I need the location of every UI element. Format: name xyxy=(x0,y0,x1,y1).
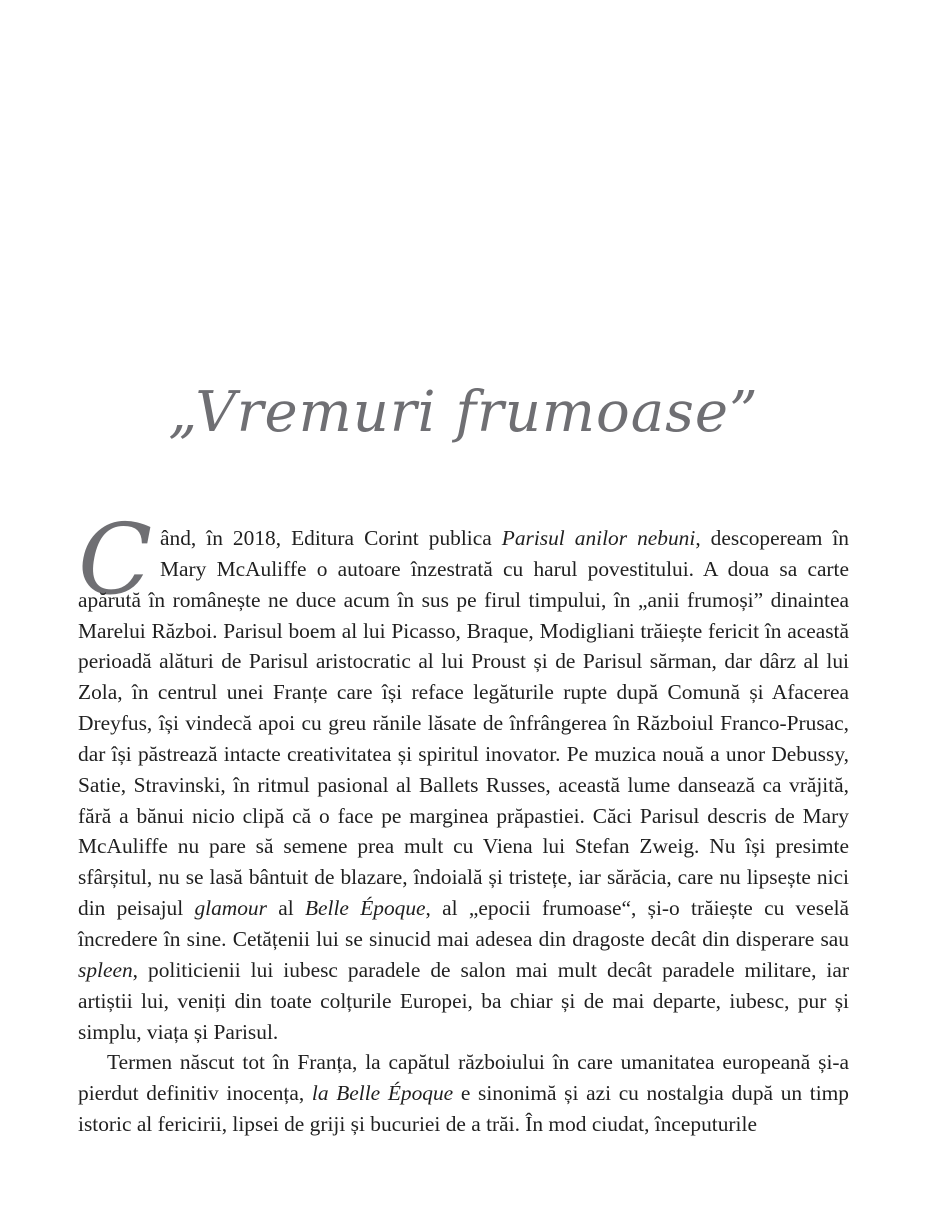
body-paragraph xyxy=(78,503,850,1047)
italic-run: la Belle Époque xyxy=(311,1081,454,1106)
italic-run: spleen xyxy=(78,957,133,982)
chapter-title: „Vremuri frumoase” xyxy=(168,380,759,445)
text-run: al xyxy=(266,896,305,921)
text-run: e sinonimă și azi cu nostalgia după un timp istoric al fericirii, lipsei de griji și bucuriei de a trăi. În mod ciudat, începuturile xyxy=(78,1081,849,1137)
italic-run: Parisul anilor nebuni xyxy=(501,526,696,550)
text-run: , al „epocii frumoase“, și-o trăiește cu veselă încredere în sine. Cetățenii lui se sinucid mai adesea din dragoste decât din disperare sau xyxy=(78,896,850,951)
text-run: , politicienii lui iubesc paradele de salon mai mult decât paradele militare, iar artiștii lui, veniți din toate colțurile Europei, ba chiar și de mai departe, iubesc, pur și simplu, viața și Parisul. xyxy=(78,957,849,1044)
drop-cap: C xyxy=(78,503,153,616)
text-run: , descopeream în Mary McAuliffe o autoare înzestrată cu harul povestitului. A doua sa carte apărută în românește ne duce acum în sus pe firul timpului, în „anii frumoși” dinaintea Marelui Război. Parisul boem al lui Picasso, Braque, Modigliani trăiește fericit în această perioadă alături de Parisul aristocratic al lui Proust și de Parisul sărman, dar dârz al lui Zola, în centrul unei Franțe care își reface legăturile rupte după Comună și Afacerea Dreyfus, își vindecă apoi cu greu rănile lăsate de înfrângerea în Războiul Franco-Prusac, dar își păstrează intacte creativitatea și spiritul inovator. Pe muzica nouă a unor Debussy, Satie, Stravinski, în ritmul pasional al Ballets Russes, această lume dansează ca vrăjită, fără a bănui nicio clipă că o face pe marginea prăpastiei. Căci Parisul descris de Mary McAuliffe nu pare să semene prea mult cu Viena lui Stefan Zweig. Nu își presimte sfârșitul, nu se lasă bântuit de blazare, îndoială și tristețe, iar sărăcia, care nu lipsește nici din peisajul xyxy=(78,526,849,921)
text-run: Termen născut tot în Franța, la capătul războiului în care umanitatea europeană și-a pierdut definitiv inocența, xyxy=(78,1050,849,1106)
body-paragraph xyxy=(78,1047,849,1140)
italic-run: glamour xyxy=(194,896,267,921)
italic-run: Belle Époque xyxy=(304,896,426,921)
body-text-block xyxy=(78,503,850,1140)
text-run: ând, în 2018, Editura Corint publica xyxy=(160,526,502,550)
